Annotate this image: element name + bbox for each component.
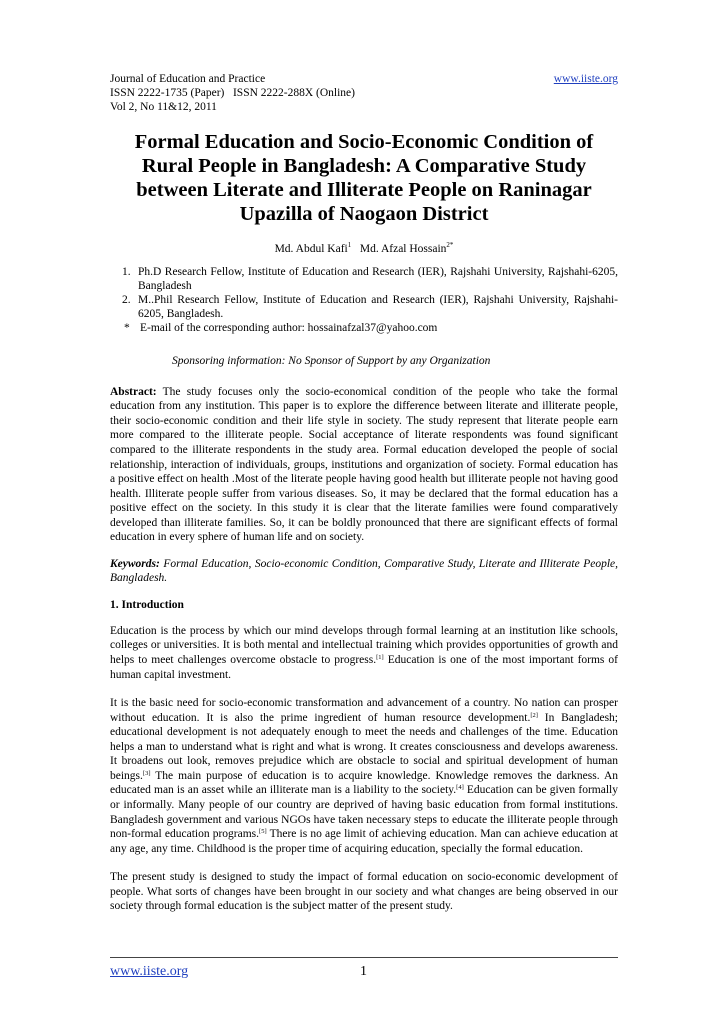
affiliation-marker: 2. bbox=[122, 293, 131, 306]
journal-header bbox=[110, 72, 618, 114]
paragraph-text: There is no age limit of achieving education. Man can achieve education at any age, any time. Childhood is the proper time of acquiring education, specially the formal education. bbox=[110, 828, 618, 855]
abstract-label: Abstract: bbox=[110, 385, 157, 398]
intro-paragraph-1 bbox=[110, 624, 618, 682]
paragraph-text: It is the basic need for socio-economic transformation and advancement of a country. No nation can prosper without education. It is also the prime ingredient of human resource development. bbox=[110, 697, 618, 724]
paragraph-text: Education is the process by which our mind develops through formal learning at an institution like schools, colleges or universities. It is both mental and intellectual training which provides opportunities of growth and helps to meet challenges overcome obstacle to progress. bbox=[110, 624, 618, 667]
intro-paragraph-3: The present study is designed to study the impact of formal education on socio-economic development of people. What sorts of changes have been brought in our society and what changes are being observed in our society through formal education is the subject matter of the present study. bbox=[110, 871, 618, 913]
affiliation-marker: 1. bbox=[122, 265, 131, 278]
affiliations-list bbox=[110, 265, 618, 335]
citation-ref: [4] bbox=[456, 784, 464, 792]
page-number: 1 bbox=[360, 964, 367, 979]
author-1-marker: 1 bbox=[347, 241, 352, 249]
keywords bbox=[110, 557, 618, 586]
affiliation-item bbox=[122, 293, 618, 321]
affiliation-item bbox=[122, 321, 618, 335]
page-footer bbox=[110, 957, 618, 984]
abstract-text: The study focuses only the socio-economical condition of the people who take the formal education from any institution. This paper is to explore the difference between literate and illiterate people, their socio-economic condition and their life style in society. The study represent that literate people earn more compared to the illiterate people. Social acceptance of literate respondents was found significant compared to the illiterate respondents in the study area. Formal education developed the people of social relationship, interaction of individuals, groups, institutions and organization of society. Formal education has a positive effect on health .Most of the literate people having good health but illiterate people not having good health. Illiterate people suffer from various diseases. So, it may be declared that the formal education has a positive effect on the society. In this study it is clear that the literate families were found comparatively developed than illiterate families. So, it can be boldly pronounced that there are significant effects of formal education in every sphere of human life and on society. bbox=[110, 385, 618, 544]
abstract bbox=[110, 385, 618, 545]
author-1: Md. Abdul Kafi bbox=[274, 242, 348, 255]
journal-name: Journal of Education and Practice bbox=[110, 73, 266, 85]
affiliation-marker: * bbox=[124, 321, 130, 334]
citation-ref: [2] bbox=[530, 711, 538, 719]
affiliation-text: Ph.D Research Fellow, Institute of Education and Research (IER), Rajshahi University, Rajshahi-6205, Bangladesh bbox=[138, 265, 618, 292]
author-line bbox=[110, 238, 618, 256]
keywords-text: Formal Education, Socio-economic Condition, Comparative Study, Literate and Illiterate People, Bangladesh. bbox=[110, 557, 619, 585]
intro-paragraph-2 bbox=[110, 696, 618, 856]
issn-line: ISSN 2222-1735 (Paper) ISSN 2222-288X (Online) bbox=[110, 87, 355, 99]
affiliation-item bbox=[122, 265, 618, 293]
footer-website-link[interactable]: www.iiste.org bbox=[110, 964, 189, 979]
keywords-label: Keywords: bbox=[110, 557, 160, 570]
citation-ref: [3] bbox=[142, 769, 151, 777]
author-2: Md. Afzal Hossain bbox=[359, 242, 447, 255]
paragraph-text: Education can be given formally or informally. Many people of our country are deprived of having basic education from formal institutions. Bangladesh government and various NGOs have taken necessary steps to educate the illiterate people through non-formal education programs. bbox=[110, 784, 618, 841]
page-content bbox=[110, 72, 618, 914]
citation-ref: [5] bbox=[259, 828, 267, 836]
paper-title: Formal Education and Socio-Economic Condition of Rural People in Bangladesh: A Comparative Study between Literate and Illiterate People on Raninagar Upazilla of Naogaon District bbox=[134, 131, 594, 225]
affiliation-text: M..Phil Research Fellow, Institute of Education and Research (IER), Rajshahi University, Rajshahi-6205, Bangladesh. bbox=[138, 293, 618, 320]
section-heading: 1. Introduction bbox=[110, 598, 184, 611]
paragraph-text: The main purpose of education is to acquire knowledge. Knowledge removes the darkness. An educated man is an asset while an illiterate man is a liability to the society. bbox=[110, 769, 618, 797]
volume-line: Vol 2, No 11&12, 2011 bbox=[110, 101, 217, 113]
citation-ref: [1] bbox=[376, 654, 384, 662]
website-link[interactable]: www.iiste.org bbox=[553, 73, 618, 85]
paragraph-text: Education is one of the most important forms of human capital investment. bbox=[110, 654, 619, 681]
paragraph-text: In Bangladesh; educational development is not adequately enough to meet the needs and challenges of the time. Education helps a man to understand what is right and what is wrong. It creates consciousness and develops awareness. It broadens out look, removes prejudice which are obstacle to social and spiritual development of human beings. bbox=[110, 711, 618, 782]
corresponding-email: E-mail of the corresponding author: hossainafzal37@yahoo.com bbox=[140, 321, 438, 334]
sponsor-info: Sponsoring information: No Sponsor of Support by any Organization bbox=[172, 354, 491, 367]
author-2-marker: 2* bbox=[446, 241, 454, 249]
